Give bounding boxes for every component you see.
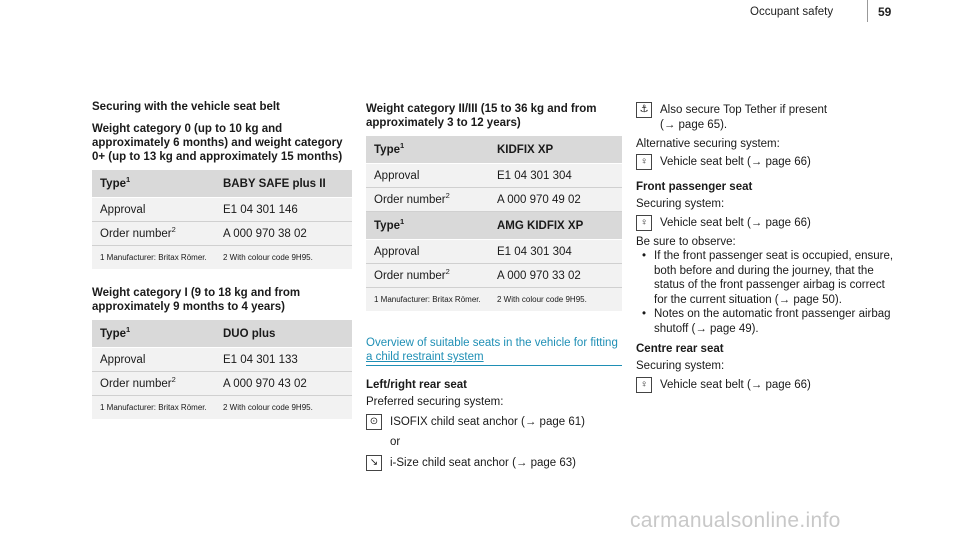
seat-belt-text: Vehicle seat belt (→ page 66) [660, 378, 811, 391]
tether-text-2: (→ page 65). [660, 119, 728, 131]
left-right-rear-seat-title: Left/right rear seat [366, 379, 467, 391]
centre-rear-seat-title: Centre rear seat [636, 343, 724, 355]
running-header: Occupant safety [750, 6, 834, 18]
list-item: • Notes on the automatic front passenger airbag shutoff (→ page 49). [654, 307, 898, 336]
seat-belt-icon: ♀ [636, 154, 652, 170]
order-value: A 000 970 38 02 [215, 222, 352, 246]
table-row [366, 264, 622, 288]
type-value: AMG KIDFIX XP [489, 212, 622, 240]
middle-column [366, 102, 622, 471]
footnote-manufacturer: 1 Manufacturer: Britax Römer. [92, 396, 215, 420]
weight-category-0-title: Weight category 0 (up to 10 kg and approximately 6 months) and weight category 0+ (up to 13 kg and approximately 15 months) [92, 123, 343, 163]
seat-belt-text: Vehicle seat belt (→ page 66) [660, 156, 811, 169]
order-label: Order number [100, 227, 172, 240]
tether-line [636, 102, 898, 118]
seat-belt-line [636, 377, 898, 393]
overview-heading-line2[interactable]: a child restraint system [366, 351, 484, 363]
isofix-line [366, 414, 622, 430]
table-header-row [366, 212, 622, 240]
watermark: carmanualsonline.info [630, 509, 841, 532]
approval-value: E1 04 301 146 [215, 198, 352, 222]
weight-category-2-3-title: Weight category II/III (15 to 36 kg and from approximately 3 to 12 years) [366, 103, 597, 129]
heading-rule [366, 365, 622, 366]
type-label: Type [100, 177, 126, 190]
overview-heading[interactable] [366, 336, 622, 366]
table-row [92, 372, 352, 396]
footnote-ref: 2 [171, 374, 176, 384]
section-title-seat-belt: Securing with the vehicle seat belt [92, 101, 280, 113]
footnote-ref: 2 [445, 266, 450, 276]
approval-value: E1 04 301 304 [489, 240, 622, 264]
seat-belt-line [636, 154, 898, 170]
order-label: Order number [100, 377, 172, 390]
table-header-row [92, 170, 352, 198]
list-item: • If the front passenger seat is occupied, ensure, both before and during the journey, that the status of the front passenger airbag is correct for the current situation (→ page 50). [654, 249, 898, 307]
table-row [366, 240, 622, 264]
header-divider [867, 0, 868, 22]
type-value: DUO plus [215, 320, 352, 348]
type-value: KIDFIX XP [489, 136, 622, 164]
table-footnote-row [366, 288, 622, 312]
top-tether-icon: ⚓ [636, 102, 652, 118]
table-header-row [366, 136, 622, 164]
securing-system-text: Securing system: [636, 360, 725, 372]
type-value: BABY SAFE plus II [215, 170, 352, 198]
spec-table-kidfix [366, 136, 622, 312]
footnote-ref: 1 [126, 174, 131, 184]
order-label: Order number [374, 193, 446, 206]
approval-label: Approval [366, 164, 489, 188]
isize-icon: ↘ [366, 455, 382, 471]
observe-text: Be sure to observe: [636, 235, 736, 248]
isize-text: i-Size child seat anchor (→ page 63) [390, 457, 577, 470]
or-text: or [390, 435, 401, 448]
approval-label: Approval [92, 198, 215, 222]
table-row [92, 198, 352, 222]
front-passenger-seat-title: Front passenger seat [636, 181, 753, 193]
isofix-text: ISOFIX child seat anchor (→ page 61) [390, 415, 585, 428]
table-row [366, 188, 622, 212]
seat-belt-icon: ♀ [636, 215, 652, 231]
table-row [366, 164, 622, 188]
table-row [92, 222, 352, 246]
footnote-colour: 2 With colour code 9H95. [489, 288, 622, 312]
order-value: A 000 970 49 02 [489, 188, 622, 212]
overview-heading-line1[interactable]: Overview of suitable seats in the vehicle for fitting [366, 337, 618, 349]
footnote-manufacturer: 1 Manufacturer: Britax Römer. [92, 246, 215, 270]
approval-label: Approval [92, 348, 215, 372]
table-row [92, 348, 352, 372]
approval-value: E1 04 301 133 [215, 348, 352, 372]
observe-list [636, 249, 898, 336]
seat-belt-line [636, 215, 898, 231]
page-number: 59 [878, 5, 892, 19]
alternative-securing-text: Alternative securing system: [636, 137, 780, 150]
footnote-ref: 2 [445, 190, 450, 200]
order-value: A 000 970 43 02 [215, 372, 352, 396]
footnote-ref: 1 [400, 216, 405, 226]
approval-value: E1 04 301 304 [489, 164, 622, 188]
type-label: Type [374, 143, 400, 156]
spec-table-duo-plus [92, 320, 352, 420]
table-footnote-row [92, 396, 352, 420]
tether-text-1: Also secure Top Tether if present [660, 104, 828, 117]
spec-table-baby-safe [92, 170, 352, 270]
table-header-row [92, 320, 352, 348]
type-label: Type [374, 219, 400, 232]
approval-label: Approval [366, 240, 489, 264]
footnote-colour: 2 With colour code 9H95. [215, 396, 352, 420]
type-label: Type [100, 327, 126, 340]
order-label: Order number [374, 269, 446, 282]
left-column [92, 100, 352, 420]
footnote-ref: 2 [171, 224, 176, 234]
right-column [636, 102, 898, 393]
footnote-ref: 1 [126, 324, 131, 334]
isofix-icon: ⊙ [366, 414, 382, 430]
weight-category-1-title: Weight category I (9 to 18 kg and from approximately 9 months to 4 years) [92, 287, 301, 313]
footnote-ref: 1 [400, 140, 405, 150]
preferred-securing-text: Preferred securing system: [366, 396, 504, 408]
order-value: A 000 970 33 02 [489, 264, 622, 288]
securing-system-text: Securing system: [636, 198, 725, 210]
footnote-manufacturer: 1 Manufacturer: Britax Römer. [366, 288, 489, 312]
footnote-colour: 2 With colour code 9H95. [215, 246, 352, 270]
seat-belt-text: Vehicle seat belt (→ page 66) [660, 216, 811, 229]
table-footnote-row [92, 246, 352, 270]
seat-belt-icon: ♀ [636, 377, 652, 393]
isize-line [366, 455, 622, 471]
